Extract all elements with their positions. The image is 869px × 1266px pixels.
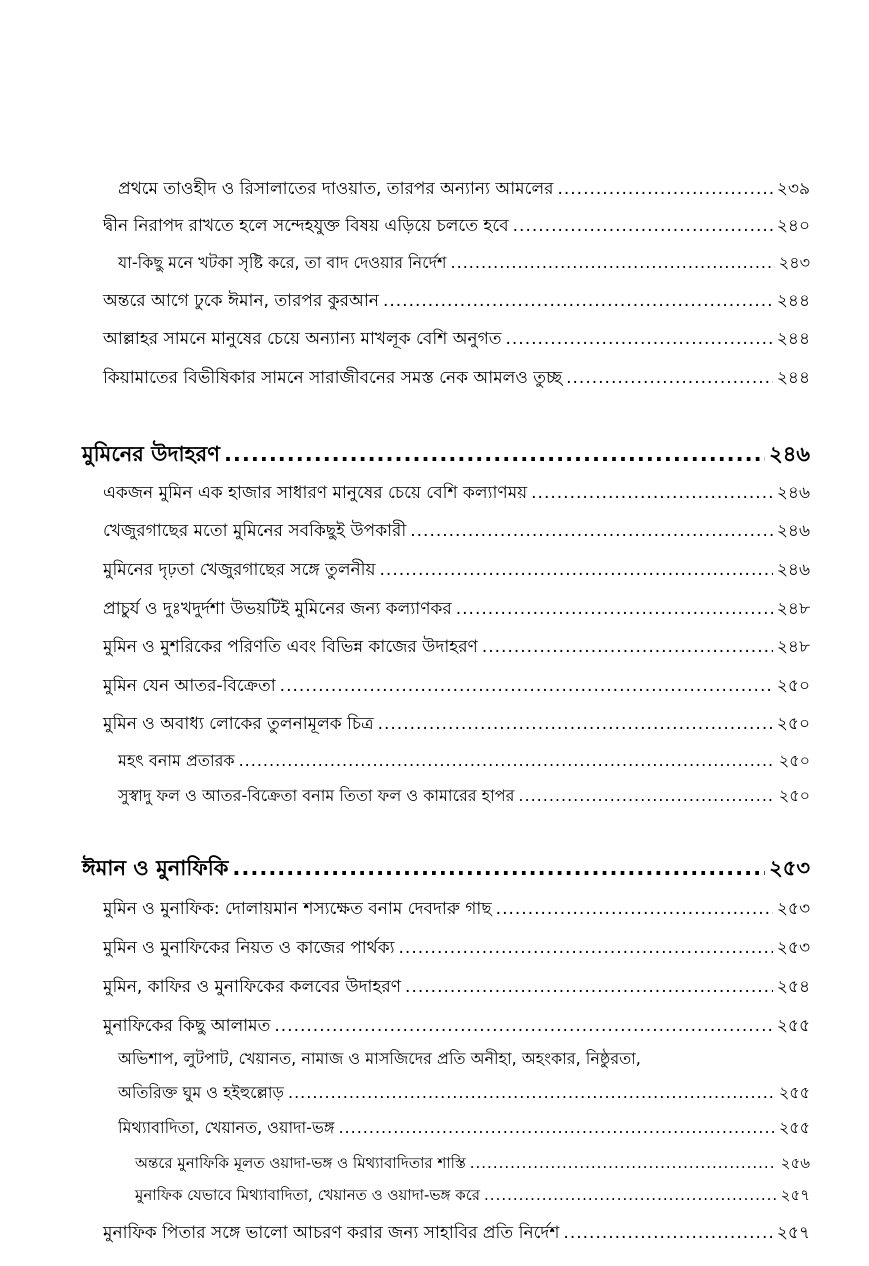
- entry-title: মুনাফিক পিতার সঙ্গে ভালো আচরণ করার জন্য সাহাবির প্রতি নির্দেশ: [103, 1223, 560, 1243]
- leader-dots: [496, 899, 773, 919]
- entry-title: খেজুরগাছের মতো মুমিনের সবকিছুই উপকারী: [103, 521, 407, 541]
- entry-title: মহৎ বনাম প্রতারক: [118, 751, 235, 770]
- page-number: ২৫৪: [776, 977, 810, 997]
- toc-entry: [103, 1013, 810, 1041]
- page-number: ২৪৪: [776, 368, 810, 388]
- page-number: ২৫৩: [776, 938, 810, 958]
- section-heading: [82, 852, 810, 887]
- leader-dots: [239, 751, 775, 770]
- section-title: ঈমান ও মুনাফিকি: [82, 856, 229, 880]
- entry-title: প্রথমে তাওহীদ ও রিসালাতের দাওয়াত, তারপর অন্যান্য আমলের: [118, 179, 554, 199]
- toc-subsubentry: [135, 1184, 810, 1209]
- leader-dots: [482, 637, 773, 657]
- leader-dots: [505, 329, 772, 349]
- entry-title: প্রাচুর্য ও দুঃখদুর্দশা উভয়টিই মুমিনের জন্য কল্যাণকর: [103, 599, 452, 619]
- leader-dots: [531, 483, 773, 503]
- page-number: ২৪৬: [776, 560, 810, 580]
- toc-subsubentry: [135, 1152, 810, 1177]
- entry-title: মুমিন ও অবাধ্য লোকের তুলনামূলক চিত্র: [103, 714, 374, 734]
- leader-dots: [232, 856, 765, 880]
- toc-entry: [103, 896, 810, 924]
- toc-entry: [103, 711, 810, 739]
- page-number: ২৫৫: [776, 1016, 810, 1036]
- toc-entry: [103, 557, 810, 585]
- leader-dots: [456, 599, 773, 619]
- leader-dots: [378, 714, 773, 734]
- toc-entry: [103, 365, 810, 393]
- page-number: ২৩৯: [776, 179, 810, 199]
- leader-dots: [513, 216, 773, 236]
- page-number: ২৫০: [778, 751, 810, 770]
- toc-entry: [103, 596, 810, 624]
- toc-entry: [103, 213, 810, 241]
- entry-title: মুমিন ও মুনাফিক: দোলায়মান শস্যক্ষেত বনাম দেবদারু গাছ: [103, 899, 492, 919]
- toc-entry: [103, 480, 810, 508]
- entry-title: অতিরিক্ত ঘুম ও হইহুল্লোড়: [118, 1083, 284, 1102]
- toc-entry: [103, 935, 810, 963]
- toc-subentry: [118, 783, 810, 810]
- leader-dots: [399, 938, 773, 958]
- entry-title: মুমিন, কাফির ও মুনাফিকের কলবের উদাহরণ: [103, 977, 402, 997]
- entry-title: দ্বীন নিরাপদ রাখতে হলে সন্দেহযুক্ত বিষয় এড়িয়ে চলতে হবে: [103, 216, 509, 236]
- leader-dots: [274, 1016, 773, 1036]
- page-number: ২৪৪: [776, 291, 810, 311]
- page-number: ২৫৫: [778, 1118, 810, 1137]
- leader-dots: [518, 786, 774, 805]
- entry-title: মুনাফিক যেভাবে মিথ্যাবাদিতা, খেয়ানত ও ওয়াদা-ভঙ্গ করে: [135, 1186, 481, 1204]
- leader-dots: [451, 253, 775, 272]
- toc-entry: [103, 1220, 810, 1248]
- page-number: ২৫৭: [776, 1223, 810, 1243]
- leader-dots: [470, 1154, 777, 1172]
- page-number: ২৪৪: [776, 329, 810, 349]
- page-number: ২৫৭: [780, 1186, 810, 1204]
- leader-dots: [288, 1083, 775, 1102]
- page-number: ২৫৩: [769, 856, 810, 880]
- page-number: ২৫০: [778, 786, 810, 805]
- toc-subentry: [118, 1115, 810, 1142]
- toc-entry: [103, 288, 810, 316]
- page-number: ২৫৫: [778, 1083, 810, 1102]
- page-number: ২৪৬: [776, 483, 810, 503]
- entry-title: মুমিন যেন আতর-বিক্রেতা: [103, 676, 276, 696]
- leader-dots: [380, 560, 773, 580]
- toc-subentry-line: অভিশাপ, লুটপাট, খেয়ানত, নামাজ ও মাসজিদের প্রতি অনীহা, অহংকার, নিষ্ঠুরতা,: [118, 1049, 641, 1068]
- toc-entry: [103, 326, 810, 354]
- leader-dots: [280, 676, 773, 696]
- leader-dots: [383, 291, 773, 311]
- leader-dots: [557, 179, 772, 199]
- section-heading: [82, 438, 810, 473]
- page-number: ২৫৩: [776, 899, 810, 919]
- page-number: ২৫০: [776, 676, 810, 696]
- leader-dots: [484, 1186, 777, 1204]
- entry-title: অন্তরে আগে ঢুকে ঈমান, তারপর কুরআন: [103, 291, 379, 311]
- toc-subentry: [118, 748, 810, 775]
- entry-title: যা-কিছু মনে খটকা সৃষ্টি করে, তা বাদ দেওয়ার নির্দেশ: [118, 253, 447, 272]
- leader-dots: [338, 1118, 774, 1137]
- page-number: ২৪৮: [776, 637, 810, 657]
- toc-entry: [103, 518, 810, 546]
- toc-entry: [103, 974, 810, 1002]
- entry-title: অন্তরে মুনাফিকি মূলত ওয়াদা-ভঙ্গ ও মিথ্যাবাদিতার শাস্তি: [135, 1154, 466, 1172]
- toc-subentry: [118, 1080, 810, 1107]
- section-title: মুমিনের উদাহরণ: [82, 442, 220, 466]
- entry-title: মুমিন ও মুনাফিকের নিয়ত ও কাজের পার্থক্য: [103, 938, 395, 958]
- leader-dots: [224, 442, 765, 466]
- entry-title: মুমিন ও মুশরিকের পরিণতি এবং বিভিন্ন কাজের উদাহরণ: [103, 637, 478, 657]
- page-number: ২৪৬: [769, 442, 810, 466]
- leader-dots: [563, 1223, 772, 1243]
- toc-entry: [118, 176, 810, 204]
- toc-entry: [103, 634, 810, 662]
- entry-title: সুস্বাদু ফল ও আতর-বিক্রেতা বনাম তিতা ফল ও কামারের হাপর: [118, 786, 515, 805]
- entry-title: কিয়ামাতের বিভীষিকার সামনে সারাজীবনের সমস্ত নেক আমলও তুচ্ছ: [103, 368, 563, 388]
- entry-title: মুমিনের দৃঢ়তা খেজুরগাছের সঙ্গে তুলনীয়: [103, 560, 376, 580]
- leader-dots: [405, 977, 773, 997]
- entry-title: আল্লাহর সামনে মানুষের চেয়ে অন্যান্য মাখলূক বেশি অনুগত: [103, 329, 502, 349]
- page-number: ২৪৮: [776, 599, 810, 619]
- entry-title: মুনাফিকের কিছু আলামত: [103, 1016, 271, 1036]
- toc-entry: [118, 250, 810, 277]
- page-number: ২৪০: [776, 216, 810, 236]
- leader-dots: [410, 521, 773, 541]
- page-number: ২৫০: [776, 714, 810, 734]
- entry-title: মিথ্যাবাদিতা, খেয়ানত, ওয়াদা-ভঙ্গ: [118, 1118, 335, 1137]
- leader-dots: [566, 368, 773, 388]
- page-number: ২৪৩: [778, 253, 810, 272]
- page-number: ২৪৬: [776, 521, 810, 541]
- page-number: ২৫৬: [780, 1154, 810, 1172]
- entry-title: একজন মুমিন এক হাজার সাধারণ মানুষের চেয়ে বেশি কল্যাণময়: [103, 483, 528, 503]
- toc-entry: [103, 673, 810, 701]
